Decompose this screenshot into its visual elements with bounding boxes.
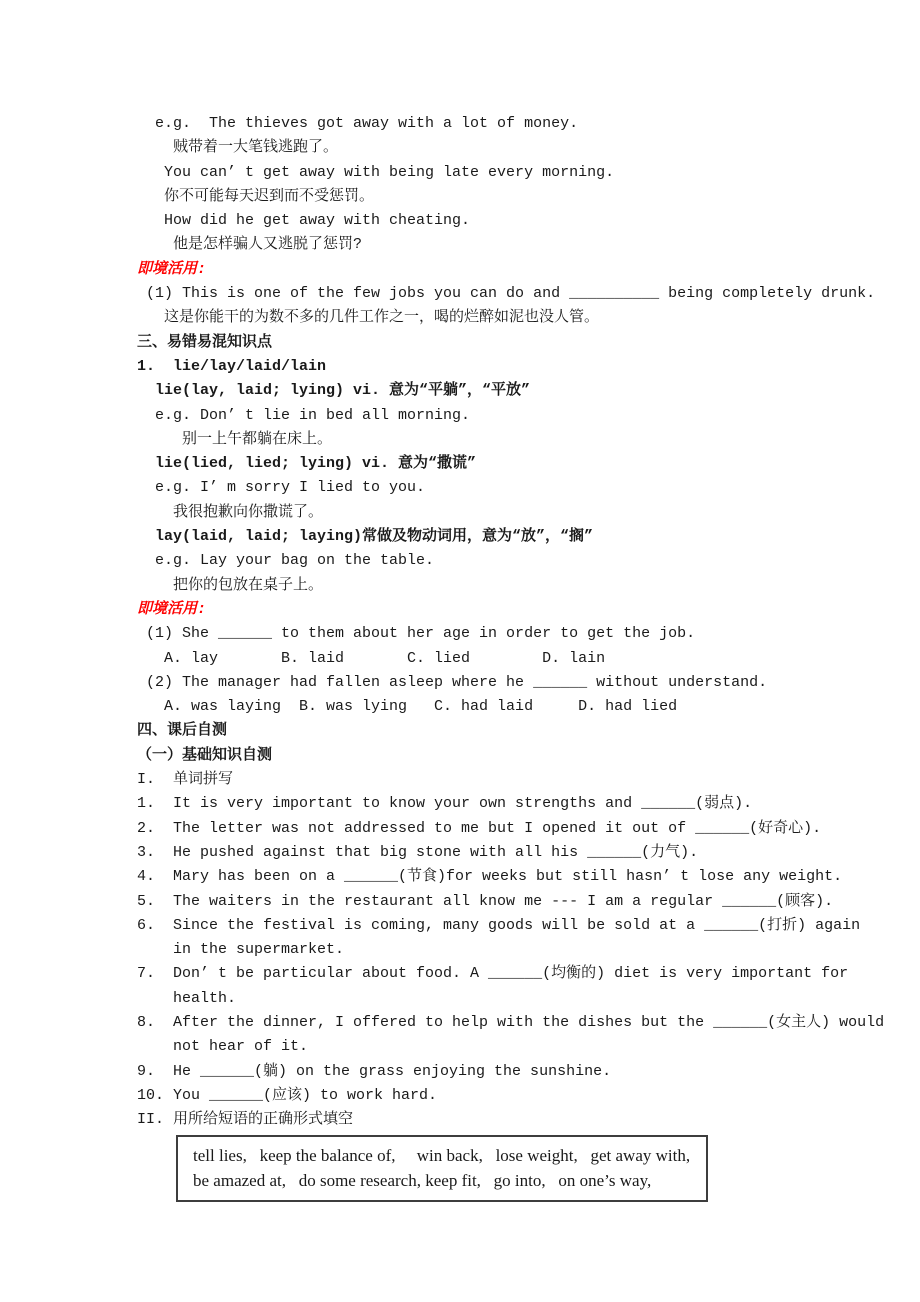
part-heading: II. 用所给短语的正确形式填空 bbox=[137, 1111, 354, 1129]
exercise-item: 4. Mary has been on a ______(节食)for weeks but still hasn’ t lose any weight. bbox=[137, 868, 843, 886]
translation-line: 别一上午都躺在床上。 bbox=[137, 430, 333, 448]
translation-line: 我很抱歉向你撒谎了。 bbox=[137, 503, 324, 521]
choice-options: A. lay B. laid C. lied D. lain bbox=[137, 649, 606, 667]
subsection-heading: （一）基础知识自测 bbox=[137, 746, 273, 764]
exercise-item: 9. He ______(躺) on the grass enjoying the sunshine. bbox=[137, 1062, 612, 1080]
exercise-item: 2. The letter was not addressed to me but I opened it out of ______(好奇心). bbox=[137, 819, 822, 837]
exercise-item: (1) She ______ to them about her age in order to get the job. bbox=[137, 625, 696, 643]
part-heading: I. 单词拼写 bbox=[137, 771, 234, 789]
phrase-bank-line: be amazed at, do some research, keep fit, go into, on one’s way, bbox=[193, 1171, 652, 1191]
exercise-item-continuation: in the supermarket. bbox=[137, 941, 345, 959]
translation-line: 他是怎样骗人又逃脱了惩罚? bbox=[137, 236, 363, 254]
exercise-item: 6. Since the festival is coming, many goods will be sold at a ______(打折) again bbox=[137, 916, 861, 934]
definition-line: lie(lied, lied; lying) vi. 意为“撒谎” bbox=[137, 455, 477, 473]
translation-line: 这是你能干的为数不多的几件工作之一，喝的烂醉如泥也没人管。 bbox=[137, 309, 600, 327]
definition-line: lie(lay, laid; lying) vi. 意为“平躺”，“平放” bbox=[137, 382, 531, 400]
exercise-item: 10. You ______(应该) to work hard. bbox=[137, 1086, 438, 1104]
practice-heading: 即境活用: bbox=[137, 600, 207, 618]
section-heading: 三、易错易混知识点 bbox=[137, 333, 273, 351]
translation-line: 把你的包放在桌子上。 bbox=[137, 576, 324, 594]
exercise-item: 1. It is very important to know your own strengths and ______(弱点). bbox=[137, 795, 753, 813]
exercise-item-continuation: not hear of it. bbox=[137, 1038, 309, 1056]
document-body bbox=[137, 112, 885, 1202]
example-sentence: How did he get away with cheating. bbox=[137, 212, 471, 230]
exercise-item: 8. After the dinner, I offered to help with the dishes but the ______(女主人) would bbox=[137, 1013, 885, 1031]
example-sentence: e.g. Lay your bag on the table. bbox=[137, 552, 435, 570]
choice-options: A. was laying B. was lying C. had laid D. had lied bbox=[137, 698, 678, 716]
example-sentence: e.g. I’ m sorry I lied to you. bbox=[137, 479, 426, 497]
example-sentence: e.g. The thieves got away with a lot of money. bbox=[137, 115, 579, 132]
example-sentence: You can’ t get away with being late every morning. bbox=[137, 163, 615, 181]
exercise-item: 5. The waiters in the restaurant all know me --- I am a regular ______(顾客). bbox=[137, 892, 834, 910]
practice-heading: 即境活用: bbox=[137, 260, 207, 278]
translation-line: 你不可能每天迟到而不受惩罚。 bbox=[137, 187, 375, 205]
section-heading: 四、课后自测 bbox=[137, 722, 228, 740]
example-sentence: e.g. Don’ t lie in bed all morning. bbox=[137, 406, 471, 424]
phrase-bank-box bbox=[176, 1135, 708, 1202]
exercise-item: (2) The manager had fallen asleep where he ______ without understand. bbox=[137, 673, 768, 691]
exercise-item: 7. Don’ t be particular about food. A ______(均衡的) diet is very important for bbox=[137, 965, 849, 983]
exercise-item-continuation: health. bbox=[137, 989, 237, 1007]
subsection-heading: 1. lie/lay/laid/lain bbox=[137, 357, 327, 375]
exercise-item: (1) This is one of the few jobs you can do and __________ being completely drunk. bbox=[137, 285, 876, 303]
phrase-bank-line: tell lies, keep the balance of, win back, lose weight, get away with, bbox=[193, 1146, 691, 1166]
translation-line: 贼带着一大笔钱逃跑了。 bbox=[137, 139, 339, 157]
exercise-item: 3. He pushed against that big stone with all his ______(力气). bbox=[137, 843, 699, 861]
definition-line: lay(laid, laid; laying)常做及物动词用，意为“放”，“搁” bbox=[137, 528, 594, 546]
